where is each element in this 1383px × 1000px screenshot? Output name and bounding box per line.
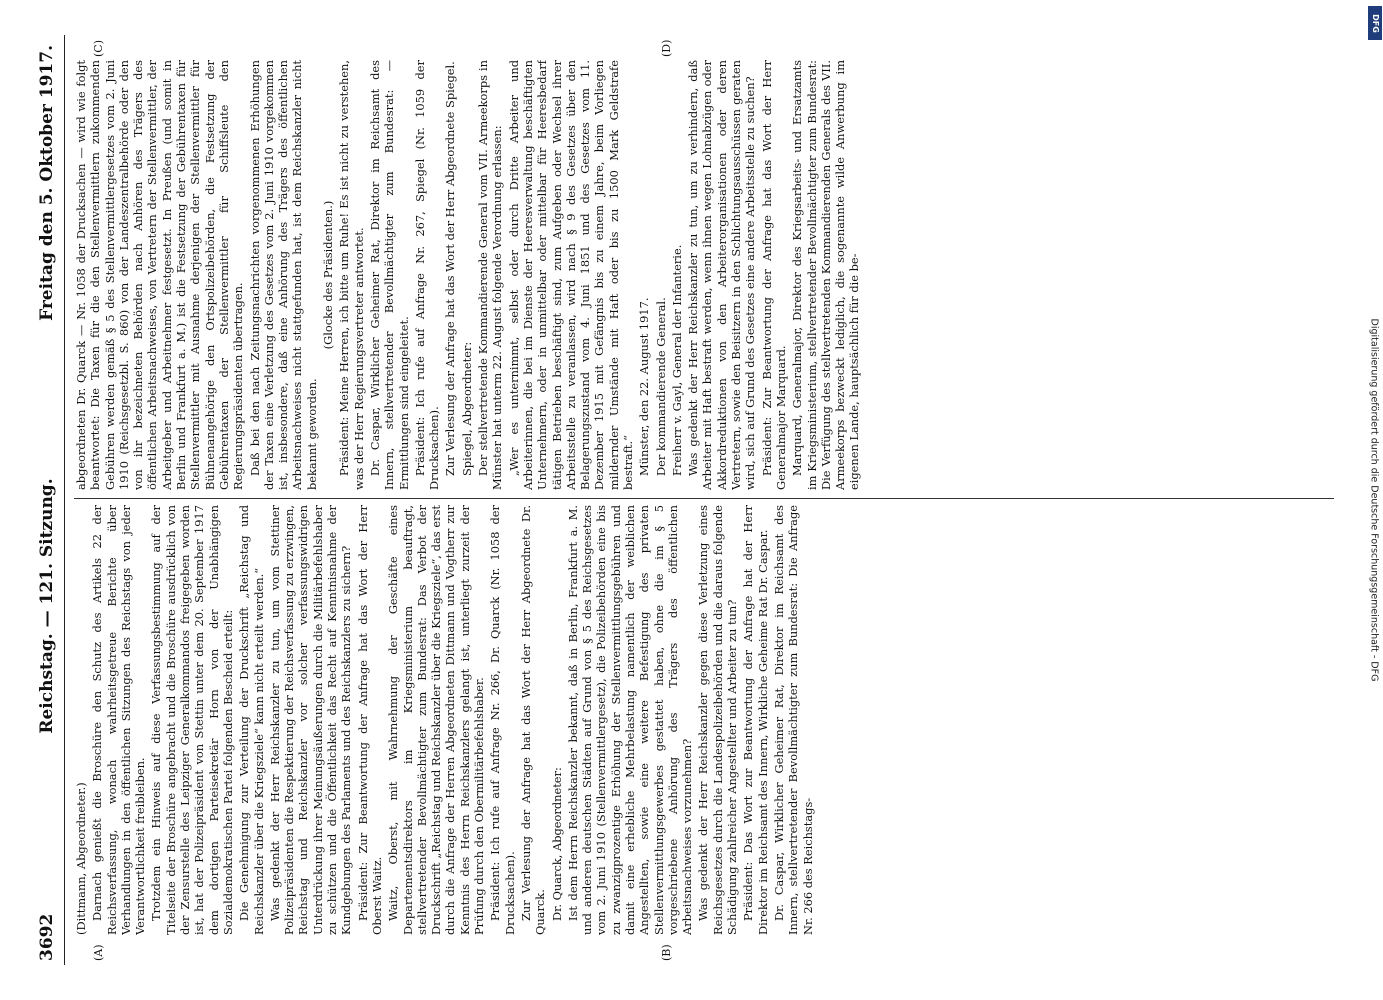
paragraph: „Wer es unternimmt, selbst oder durch Dritte Arbeiter und Arbeiterinnen, die bei im Dienste der Heeresverwaltung beschäftigten Unternehmern, oder in unmittelbar oder mittelbar für Heeresbedarf tätigen Betrieben beschäftigt sind, zum Aufgeben oder Wechsel ihrer Arbeitsstelle zu veranlassen, wird nach § 9 des Gesetzes über den Belagerungszustand vom 4. Juni 1851 und des Gesetzes vom 11. Dezember 1915 mit Gefängnis bis zu einem Jahre, beim Vorliegen mildernder Umstände mit Haft oder bis zu 1500 Mark Geldstrafe bestraft.“ (506, 60, 635, 490)
header-date: Freitag den 5. Oktober 1917. (37, 45, 57, 321)
paragraph: Daß bei den nach Zeitungsnachrichten vorgenommenen Erhöhungen der Taxen eine Verletzung des Gesetzes vom 2. Juni 1910 vorgekommen ist, insbesondere, daß eine Anhörung des Trägers des öffentlichen Arbeitsnachweises nicht stattgefunden hat, ist dem Reichskanzler nicht bekannt geworden. (247, 60, 319, 490)
margin-mark-a: (A) (92, 944, 105, 961)
header-title: Reichstag. — 121. Sitzung. (37, 478, 57, 734)
paragraph: Freiherr v. Gayl, General der Infanterie. (669, 244, 684, 476)
paragraph: Präsident: Das Wort zur Beantwortung der Anfrage hat der Herr Direktor im Reichsamt des Innern, Wirkliche Geheime Rat Dr. Caspar. (741, 505, 770, 935)
page-number: 3692 (37, 913, 57, 961)
margin-mark-d: (D) (660, 39, 673, 57)
paragraph: (Glocke des Präsidenten.) (321, 200, 336, 350)
paragraph: Dr. Quarck, Abgeordneter: (549, 767, 564, 921)
paragraph: Was gedenkt der Herr Reichskanzler zu tun, um vom Stettiner Polizeipräsidenten die Respektierung der Reichsverfassung zu erzwingen, Reichstag und Reichskanzler vor solcher verfassungswidrigen Unterdrückung ihrer Meinungsäußerungen durch die Militärbefehlshaber zu schützen und die Öffentlichkeit das Recht auf Kenntnisnahme der Kundgebungen des Parlaments und des Reichskanzlers zu sichern? (267, 505, 354, 935)
paragraph: Dr. Caspar, Wirklicher Geheimer Rat, Direktor im Reichsamt des Innern, stellvertretender Bevollmächtigter zum Bundesrat: Die Anfrage Nr. 266 des Reichstags- (771, 505, 815, 935)
paragraph: Spiegel, Abgeordneter: (459, 341, 474, 476)
rotated-page-content (30, 35, 1350, 965)
paragraph: Präsident: Zur Beantwortung der Anfrage hat das Wort der Herr Oberst Waitz. (355, 505, 384, 935)
paragraph: Marquard, Generalmajor, Direktor des Kriegsarbeits- und Ersatzamts im Kriegsministerium, stellvertretender Bevollmächtigter zum Bundesrat: Die Verfügung des stellvertretenden Kommandierenden Generals des VII. Armeekorps bezweckt lediglich, die sogenannte wilde Anwerbung im eigenen Lande, hauptsächlich für die be- (790, 60, 862, 490)
credit-text: Digitalisierung gefördert durch die Deutsche Forschungsgemeinschaft - DFG (1368, 318, 1380, 682)
paragraph: Darnach genießt die Broschüre den Schutz des Artikels 22 der Reichsverfassung, wonach wahrheitsgetreue Berichte über Verhandlungen in den öffentlichen Sitzungen des Reichstags von jeder Verantwortlichkeit freibleiben. (90, 505, 148, 935)
left-column (74, 505, 1344, 935)
paragraph: Präsident: Ich rufe auf Anfrage Nr. 267, Spiegel (Nr. 1059 der Drucksachen). (412, 60, 442, 490)
paragraph: Dr. Caspar, Wirklicher Geheimer Rat, Direktor im Reichsamt des Innern, stellvertretender Bevollmächtigter zum Bundesrat: — Ermittlungen sind eingeleitet. (367, 60, 411, 490)
paragraph: Zur Verlesung der Anfrage hat das Wort der Herr Abgeordnete Spiegel. (443, 61, 458, 476)
paragraph: Münster, den 22. August 1917. (637, 297, 652, 476)
credit-strip (1367, 8, 1381, 992)
paragraph: Präsident: Ich rufe auf Anfrage Nr. 266, Dr. Quarck (Nr. 1058 der Drucksachen). (488, 505, 517, 935)
paragraph: Die Genehmigung zur Verteilung der Druckschrift „Reichstag und Reichskanzler über die Kriegsziele“ kann nicht erteilt werden.“ (237, 505, 266, 935)
paragraph: Was gedenkt der Herr Reichskanzler zu tun, um zu verhindern, daß Arbeiter mit Haft bestraft werden, wenn ihnen wegen Lohnabzügen oder Akkordreduktionen von den Arbeiterorganisationen oder deren Vertretern, sowie den Beisitzern in den Schlichtungsausschüssen geraten wird, sich auf Grund des Gesetzes eine andere Arbeitsstelle zu suchen? (686, 60, 758, 490)
paragraph: Trotzdem ein Hinweis auf diese Verfassungsbestimmung auf der Titelseite der Broschüre angebracht und die Broschüre ausdrücklich von der Zensurstelle des Leipziger Generalkommandos freigegeben worden ist, hat der Polizeipräsident von Stettin unter dem 20. September 1917 dem dortigen Parteisekretär Horn von der Unabhängigen Sozialdemokratischen Partei folgenden Bescheid erteilt: (149, 505, 235, 935)
dfg-badge-label: DFG (1370, 13, 1380, 33)
paragraph: Waitz, Oberst, mit Wahrnehmung der Geschäfte eines Departementsdirektors im Kriegsministerium beauftragt, stellvertretender Bevollmächtigter zum Bundesrat: Das Verbot der Druckschrift „Reichstag und Reichskanzler über die Kriegsziele“, das erst durch die Anfrage der Herren Abgeordneten Dittmann und Vogtherr zur Kenntnis des Herrn Reichskanzlers gelangt ist, unterliegt zurzeit der Prüfung durch den Obermilitärbefehlshaber. (386, 505, 487, 935)
paragraph: Zur Verlesung der Anfrage hat das Wort der Herr Abgeordnete Dr. Quarck. (518, 505, 548, 935)
page-header (30, 35, 65, 965)
paragraph: (Dittmann, Abgeordneter.) (74, 782, 88, 935)
paragraph: Präsident: Meine Herren, ich bitte um Ruhe! Es ist nicht zu verstehen, was der Herr Regierungsvertreter antwortet. (337, 60, 366, 490)
column-divider (74, 498, 1334, 499)
margin-mark-b: (B) (660, 944, 673, 961)
paragraph: Ist dem Herrn Reichskanzler bekannt, daß in Berlin, Frankfurt a. M. und anderen deutschen Städten auf Grund von § 5 des Reichsgesetzes vom 2. Juni 1910 (Stellenvermittlergesetz), die Polizeibehörden eine bis zu zwanzigprozentige Erhöhung der Stellenvermittlungsgebühren und damit eine erhebliche Mehrbelastung namentlich der weiblichen Angestellten, sowie eine weitere Befestigung des privaten Stellenvermittlungsgewerbes gestattet haben, ohne die im § 5 vorgeschriebene Anhörung des Trägers des öffentlichen Arbeitsnachweises vorzunehmen? (565, 505, 695, 935)
paragraph: Der stellvertretende Kommandierende General vom VII. Armeekorps in Münster hat unterm 22. August folgende Verordnung erlassen: (476, 60, 505, 490)
paragraph: Der kommandierende General. (653, 297, 668, 476)
paragraph: abgeordneten Dr. Quarck — Nr. 1058 der Drucksachen — wird wie folgt beantwortet: Die Taxen für die den Stellenvermittlern zukommenden Gebühren werden gemäß § 5 des Stellenvermittlergesetzes vom 2. Juni 1910 (Reichsgesetzbl. S. 860) von der Landeszentralbehörde oder den von ihr bezeichneten Behörden nach Anhören des Trägers des öffentlichen Arbeitsnachweises, von Vertretern der Stellenvermittler, der Arbeitgeber und Arbeitnehmer festgesetzt. In Preußen (und somit in Berlin und Frankfurt a. M.) ist die Festsetzung der Gebührentaxen für Stellenvermittler mit Ausnahme derjenigen der Stellenvermittler für Bühnenangehörige den Ortspolizeibehörden, die Festsetzung der Gebührentaxen der Stellenvermittler für Schiffsleute den Regierungspräsidenten übertragen. (74, 60, 246, 490)
paragraph: Präsident: Zur Beantwortung der Anfrage hat das Wort der Herr Generalmajor Marquard. (759, 60, 788, 490)
right-column (74, 60, 1344, 490)
margin-mark-c: (C) (92, 40, 105, 57)
paragraph: Was gedenkt der Herr Reichskanzler gegen diese Verletzung eines Reichsgesetzes durch die Landespolizeibehörden und die daraus folgende Schädigung zahlreicher Angestellter und Arbeiter zu tun? (696, 505, 740, 935)
